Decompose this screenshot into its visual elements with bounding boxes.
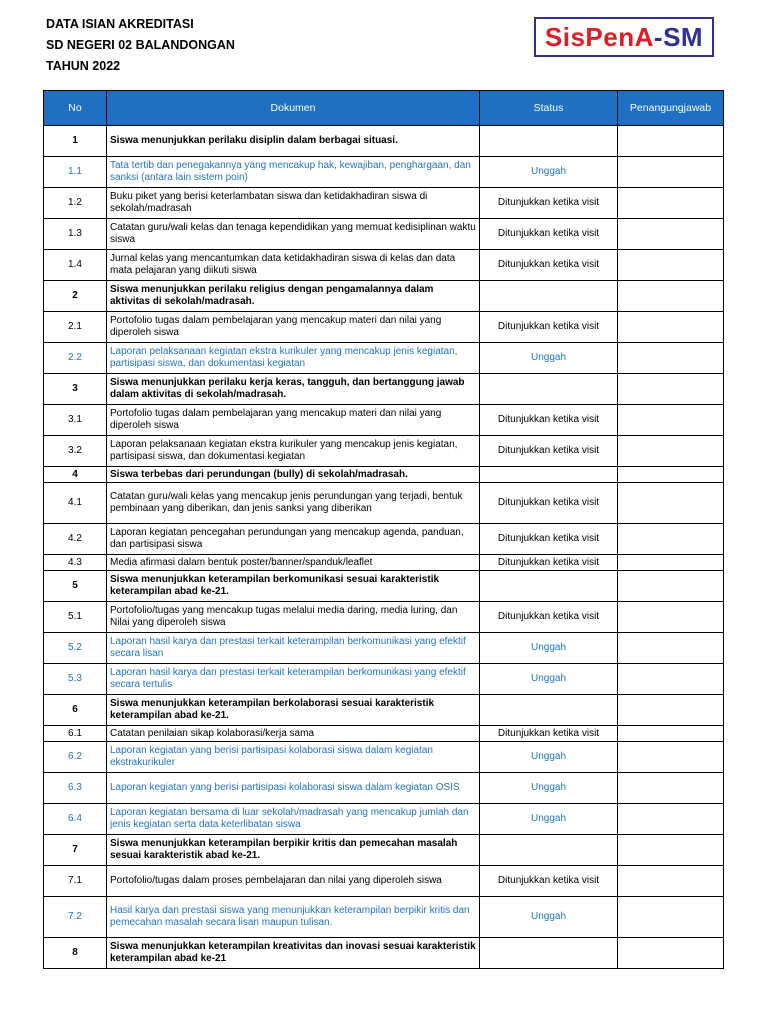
document-name: Laporan hasil karya dan prestasi terkait keterampilan berkomunikasi yang efektif secara lisan: [107, 633, 480, 664]
table-row[interactable]: [44, 343, 724, 374]
document-name: Tata tertib dan penegakannya yang mencakup hak, kewajiban, penghargaan, dan sanksi (antara lain sistem poin): [107, 157, 480, 188]
document-name: Portofolio/tugas dalam proses pembelajaran dan nilai yang diperoleh siswa: [107, 866, 480, 897]
row-number: 4.2: [44, 524, 107, 555]
table-row[interactable]: [44, 664, 724, 695]
document-name: Siswa menunjukkan keterampilan berkolaborasi sesuai karakteristik keterampilan abad ke-21.: [107, 695, 480, 726]
responsible-person: [618, 126, 724, 157]
document-name: Jurnal kelas yang mencantumkan data ketidakhadiran siswa di kelas dan data mata pelajaran yang diikuti siswa: [107, 250, 480, 281]
row-number: 6.4: [44, 804, 107, 835]
upload-link[interactable]: Unggah: [480, 343, 618, 374]
document-name: Siswa terbebas dari perundungan (bully) di sekolah/madrasah.: [107, 467, 480, 483]
document-name: Siswa menunjukkan perilaku disiplin dalam berbagai situasi.: [107, 126, 480, 157]
logo-text-sm: -SM: [653, 21, 704, 52]
status-text: Ditunjukkan ketika visit: [480, 219, 618, 250]
status-text: Ditunjukkan ketika visit: [480, 726, 618, 742]
status-text: [480, 467, 618, 483]
document-name: Siswa menunjukkan perilaku kerja keras, tangguh, dan bertanggung jawab dalam aktivitas di sekolah/madrasah.: [107, 374, 480, 405]
responsible-person: [618, 250, 724, 281]
document-name: Buku piket yang berisi keterlambatan siswa dan ketidakhadiran siswa di sekolah/madrasah: [107, 188, 480, 219]
table-row: [44, 602, 724, 633]
status-text: Ditunjukkan ketika visit: [480, 602, 618, 633]
table-row[interactable]: [44, 804, 724, 835]
document-name: Siswa menunjukkan keterampilan berkomunikasi sesuai karakteristik keterampilan abad ke-21.: [107, 571, 480, 602]
upload-link[interactable]: Unggah: [480, 897, 618, 938]
status-text: Ditunjukkan ketika visit: [480, 405, 618, 436]
row-number: 5.3: [44, 664, 107, 695]
responsible-person: [618, 571, 724, 602]
responsible-person: [618, 157, 724, 188]
section-row: [44, 571, 724, 602]
responsible-person: [618, 483, 724, 524]
column-header-penangungjawab: Penangungjawab: [618, 91, 724, 126]
responsible-person: [618, 726, 724, 742]
responsible-person: [618, 866, 724, 897]
document-name: Portofolio/tugas yang mencakup tugas melalui media daring, media luring, dan Nilai yang diperoleh siswa: [107, 602, 480, 633]
section-row: [44, 281, 724, 312]
table-row: [44, 188, 724, 219]
responsible-person: [618, 938, 724, 969]
header-school-name: SD NEGERI 02 BALANDONGAN: [46, 38, 235, 52]
table-row: [44, 250, 724, 281]
responsible-person: [618, 633, 724, 664]
status-text: [480, 281, 618, 312]
responsible-person: [618, 835, 724, 866]
document-name: Catatan guru/wali kelas dan tenaga kependidikan yang memuat kedisiplinan waktu siswa: [107, 219, 480, 250]
upload-link[interactable]: Unggah: [480, 157, 618, 188]
responsible-person: [618, 695, 724, 726]
responsible-person: [618, 188, 724, 219]
row-number: 6.3: [44, 773, 107, 804]
status-text: Ditunjukkan ketika visit: [480, 866, 618, 897]
row-number: 6: [44, 695, 107, 726]
row-number: 2.2: [44, 343, 107, 374]
table-row[interactable]: [44, 633, 724, 664]
row-number: 1: [44, 126, 107, 157]
table-row: [44, 726, 724, 742]
section-row: [44, 938, 724, 969]
responsible-person: [618, 219, 724, 250]
row-number: 5.1: [44, 602, 107, 633]
table-row[interactable]: [44, 157, 724, 188]
table-row[interactable]: [44, 897, 724, 938]
row-number: 3: [44, 374, 107, 405]
responsible-person: [618, 897, 724, 938]
document-name: Siswa menunjukkan perilaku religius dengan pengamalannya dalam aktivitas di sekolah/madrasah.: [107, 281, 480, 312]
row-number: 5.2: [44, 633, 107, 664]
status-text: Ditunjukkan ketika visit: [480, 312, 618, 343]
document-name: Laporan pelaksanaan kegiatan ekstra kurikuler yang mencakup jenis kegiatan, partisipasi siswa, dan dokumentasi kegiatan: [107, 343, 480, 374]
section-row: [44, 695, 724, 726]
row-number: 5: [44, 571, 107, 602]
document-name: Laporan kegiatan bersama di luar sekolah/madrasah yang mencakup jumlah dan jenis kegiatan serta data keterlibatan siswa: [107, 804, 480, 835]
table-row: [44, 524, 724, 555]
responsible-person: [618, 405, 724, 436]
table-row: [44, 483, 724, 524]
document-name: Siswa menunjukkan keterampilan berpikir kritis dan pemecahan masalah sesuai karakteristik abad ke-21.: [107, 835, 480, 866]
table-row[interactable]: [44, 773, 724, 804]
row-number: 7: [44, 835, 107, 866]
section-row: [44, 374, 724, 405]
status-text: [480, 571, 618, 602]
row-number: 7.2: [44, 897, 107, 938]
table-body: [44, 126, 724, 969]
status-text: [480, 374, 618, 405]
row-number: 3.1: [44, 405, 107, 436]
status-text: [480, 938, 618, 969]
column-header-no: No: [44, 91, 107, 126]
status-text: [480, 835, 618, 866]
document-name: Hasil karya dan prestasi siswa yang menunjukkan keterampilan berpikir kritis dan pemecahan masalah secara lisan maupun tulisan.: [107, 897, 480, 938]
row-number: 1.3: [44, 219, 107, 250]
upload-link[interactable]: Unggah: [480, 804, 618, 835]
document-name: Laporan pelaksanaan kegiatan ekstra kurikuler yang mencakup jenis kegiatan, partisipasi siswa, dan dokumentasi kegiatan: [107, 436, 480, 467]
section-row: [44, 126, 724, 157]
row-number: 6.1: [44, 726, 107, 742]
responsible-person: [618, 467, 724, 483]
header-title: DATA ISIAN AKREDITASI: [46, 17, 194, 31]
document-name: Catatan guru/wali kelas yang mencakup jenis perundungan yang terjadi, bentuk pembinaan yang diberikan, dan jenis sanksi yang diberikan: [107, 483, 480, 524]
row-number: 8: [44, 938, 107, 969]
responsible-person: [618, 343, 724, 374]
sispena-sm-logo: [534, 17, 714, 57]
row-number: 4: [44, 467, 107, 483]
responsible-person: [618, 524, 724, 555]
status-text: Ditunjukkan ketika visit: [480, 483, 618, 524]
logo-text-sispena: SisPenA: [544, 21, 654, 52]
table-row[interactable]: [44, 742, 724, 773]
responsible-person: [618, 602, 724, 633]
document-name: Media afirmasi dalam bentuk poster/banner/spanduk/leaflet: [107, 555, 480, 571]
row-number: 6.2: [44, 742, 107, 773]
document-name: Laporan hasil karya dan prestasi terkait keterampilan berkomunikasi yang efektif secara tertulis: [107, 664, 480, 695]
header-year: TAHUN 2022: [46, 59, 121, 73]
column-header-status: Status: [480, 91, 618, 126]
table-row: [44, 219, 724, 250]
responsible-person: [618, 664, 724, 695]
document-name: Laporan kegiatan yang berisi partisipasi kolaborasi siswa dalam kegiatan OSIS: [107, 773, 480, 804]
status-text: Ditunjukkan ketika visit: [480, 555, 618, 571]
document-name: Catatan penilaian sikap kolaborasi/kerja sama: [107, 726, 480, 742]
row-number: 3.2: [44, 436, 107, 467]
document-name: Portofolio tugas dalam pembelajaran yang mencakup materi dan nilai yang diperoleh siswa: [107, 312, 480, 343]
row-number: 2.1: [44, 312, 107, 343]
row-number: 7.1: [44, 866, 107, 897]
responsible-person: [618, 742, 724, 773]
document-name: Portofolio tugas dalam pembelajaran yang mencakup materi dan nilai yang diperoleh siswa: [107, 405, 480, 436]
upload-link[interactable]: Unggah: [480, 742, 618, 773]
responsible-person: [618, 555, 724, 571]
responsible-person: [618, 804, 724, 835]
responsible-person: [618, 773, 724, 804]
table-row: [44, 436, 724, 467]
row-number: 4.1: [44, 483, 107, 524]
upload-link[interactable]: Unggah: [480, 664, 618, 695]
status-text: Ditunjukkan ketika visit: [480, 250, 618, 281]
section-row: [44, 467, 724, 483]
status-text: Ditunjukkan ketika visit: [480, 188, 618, 219]
document-name: Laporan kegiatan pencegahan perundungan yang mencakup agenda, panduan, dan partisipasi siswa: [107, 524, 480, 555]
status-text: Ditunjukkan ketika visit: [480, 436, 618, 467]
upload-link[interactable]: Unggah: [480, 773, 618, 804]
table-row: [44, 866, 724, 897]
row-number: 4.3: [44, 555, 107, 571]
row-number: 2: [44, 281, 107, 312]
status-text: [480, 695, 618, 726]
section-row: [44, 835, 724, 866]
responsible-person: [618, 436, 724, 467]
document-name: Laporan kegiatan yang berisi partisipasi kolaborasi siswa dalam kegiatan ekstrakurikuler: [107, 742, 480, 773]
table-row: [44, 312, 724, 343]
document-name: Siswa menunjukkan keterampilan kreativitas dan inovasi sesuai karakteristik keterampilan abad ke-21: [107, 938, 480, 969]
responsible-person: [618, 281, 724, 312]
upload-link[interactable]: Unggah: [480, 633, 618, 664]
row-number: 1.4: [44, 250, 107, 281]
status-text: Ditunjukkan ketika visit: [480, 524, 618, 555]
status-text: [480, 126, 618, 157]
table-header-row: [44, 91, 724, 126]
column-header-dokumen: Dokumen: [107, 91, 480, 126]
responsible-person: [618, 312, 724, 343]
row-number: 1.1: [44, 157, 107, 188]
accreditation-table: [43, 90, 724, 969]
row-number: 1.2: [44, 188, 107, 219]
responsible-person: [618, 374, 724, 405]
table-row: [44, 555, 724, 571]
document-header: [46, 14, 235, 77]
table-row: [44, 405, 724, 436]
